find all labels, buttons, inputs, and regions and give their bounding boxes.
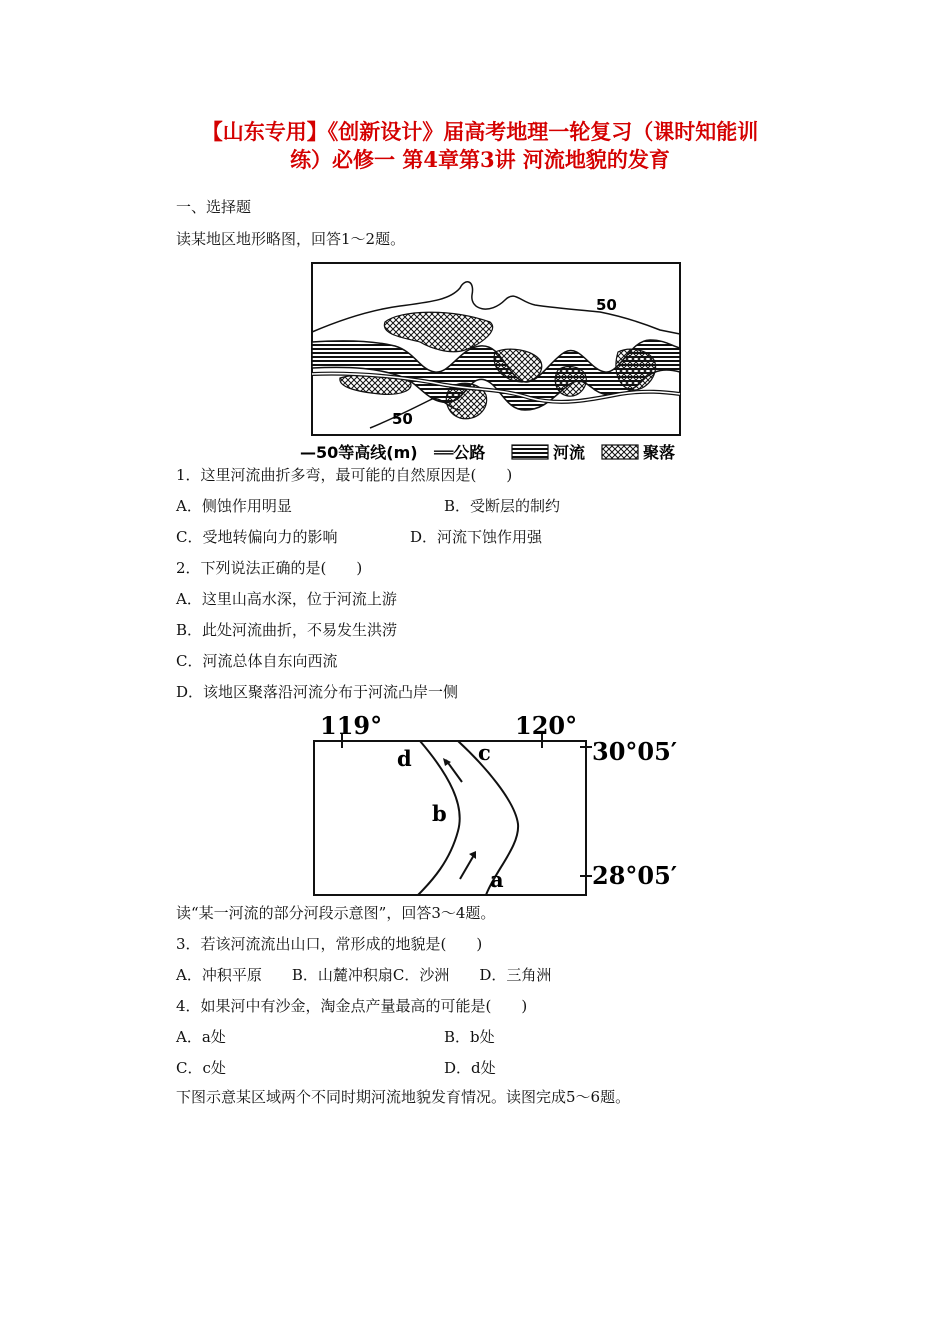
point-d-label: d [397,746,412,771]
q4-option-a: A．a处 [176,1028,226,1046]
title-line-1: 【山东专用】《创新设计》届高考地理一轮复习（课时知能训 [201,119,759,144]
q1-option-c: C．受地转偏向力的影响 [176,528,338,546]
legend-settlement: 聚落 [643,443,676,462]
q2-option-d: D．该地区聚落沿河流分布于河流凸岸一侧 [176,683,459,701]
lon-label-119: 119° [320,711,383,740]
contour-label-bottom: 50 [392,410,413,428]
q1-option-b: B．受断层的制约 [444,497,561,515]
q4-stem: 4．如果河中有沙金，淘金点产量最高的可能是( ) [176,997,528,1015]
intro-q5-6: 下图示意某区域两个不同时期河流地貌发育情况。读图完成5～6题。 [176,1088,631,1106]
intro-q1-2: 读某地区地形略图，回答1～2题。 [176,230,406,248]
q4-option-c: C．c处 [176,1059,226,1077]
q3-options: A．冲积平原 B．山麓冲积扇C．沙洲 D．三角洲 [176,966,552,984]
lon-label-120: 120° [515,711,578,740]
lat-label-3005: 30°05′ [592,737,678,766]
settlement-5 [555,367,586,397]
title-line-2: 练）必修一 第4章第3讲 河流地貌的发育 [290,147,670,172]
intro-q3-4: 读“某一河流的部分河段示意图”，回答3～4题。 [176,904,496,922]
q2-stem: 2．下列说法正确的是( ) [176,559,363,577]
legend-contour: —50等高线(m) [300,443,418,462]
legend-river-swatch [512,445,548,459]
q4-option-b: B．b处 [444,1028,495,1046]
q2-option-b: B．此处河流曲折，不易发生洪涝 [176,621,398,639]
document-title [120,118,840,174]
river-segment-figure [300,706,690,906]
legend-river: 河流 [553,443,586,462]
contour-label-top: 50 [596,296,617,314]
q2-option-c: C．河流总体自东向西流 [176,652,338,670]
point-a-label: a [490,867,504,892]
legend-settlement-swatch [602,445,638,459]
point-b-label: b [432,801,447,826]
legend-road: ══公路 [434,443,486,462]
q3-stem: 3．若该河流流出山口，常形成的地貌是( ) [176,935,483,953]
section-heading: 一、选择题 [176,198,252,216]
q1-stem: 1．这里河流曲折多弯，最可能的自然原因是( ) [176,466,513,484]
lat-label-2805: 28°05′ [592,861,678,890]
q1-option-a: A．侧蚀作用明显 [176,497,292,515]
point-c-label: c [478,740,491,765]
q2-option-a: A．这里山高水深，位于河流上游 [176,590,397,608]
q4-option-d: D．d处 [444,1059,496,1077]
terrain-map-figure [300,260,700,469]
q1-option-d: D．河流下蚀作用强 [410,528,543,546]
